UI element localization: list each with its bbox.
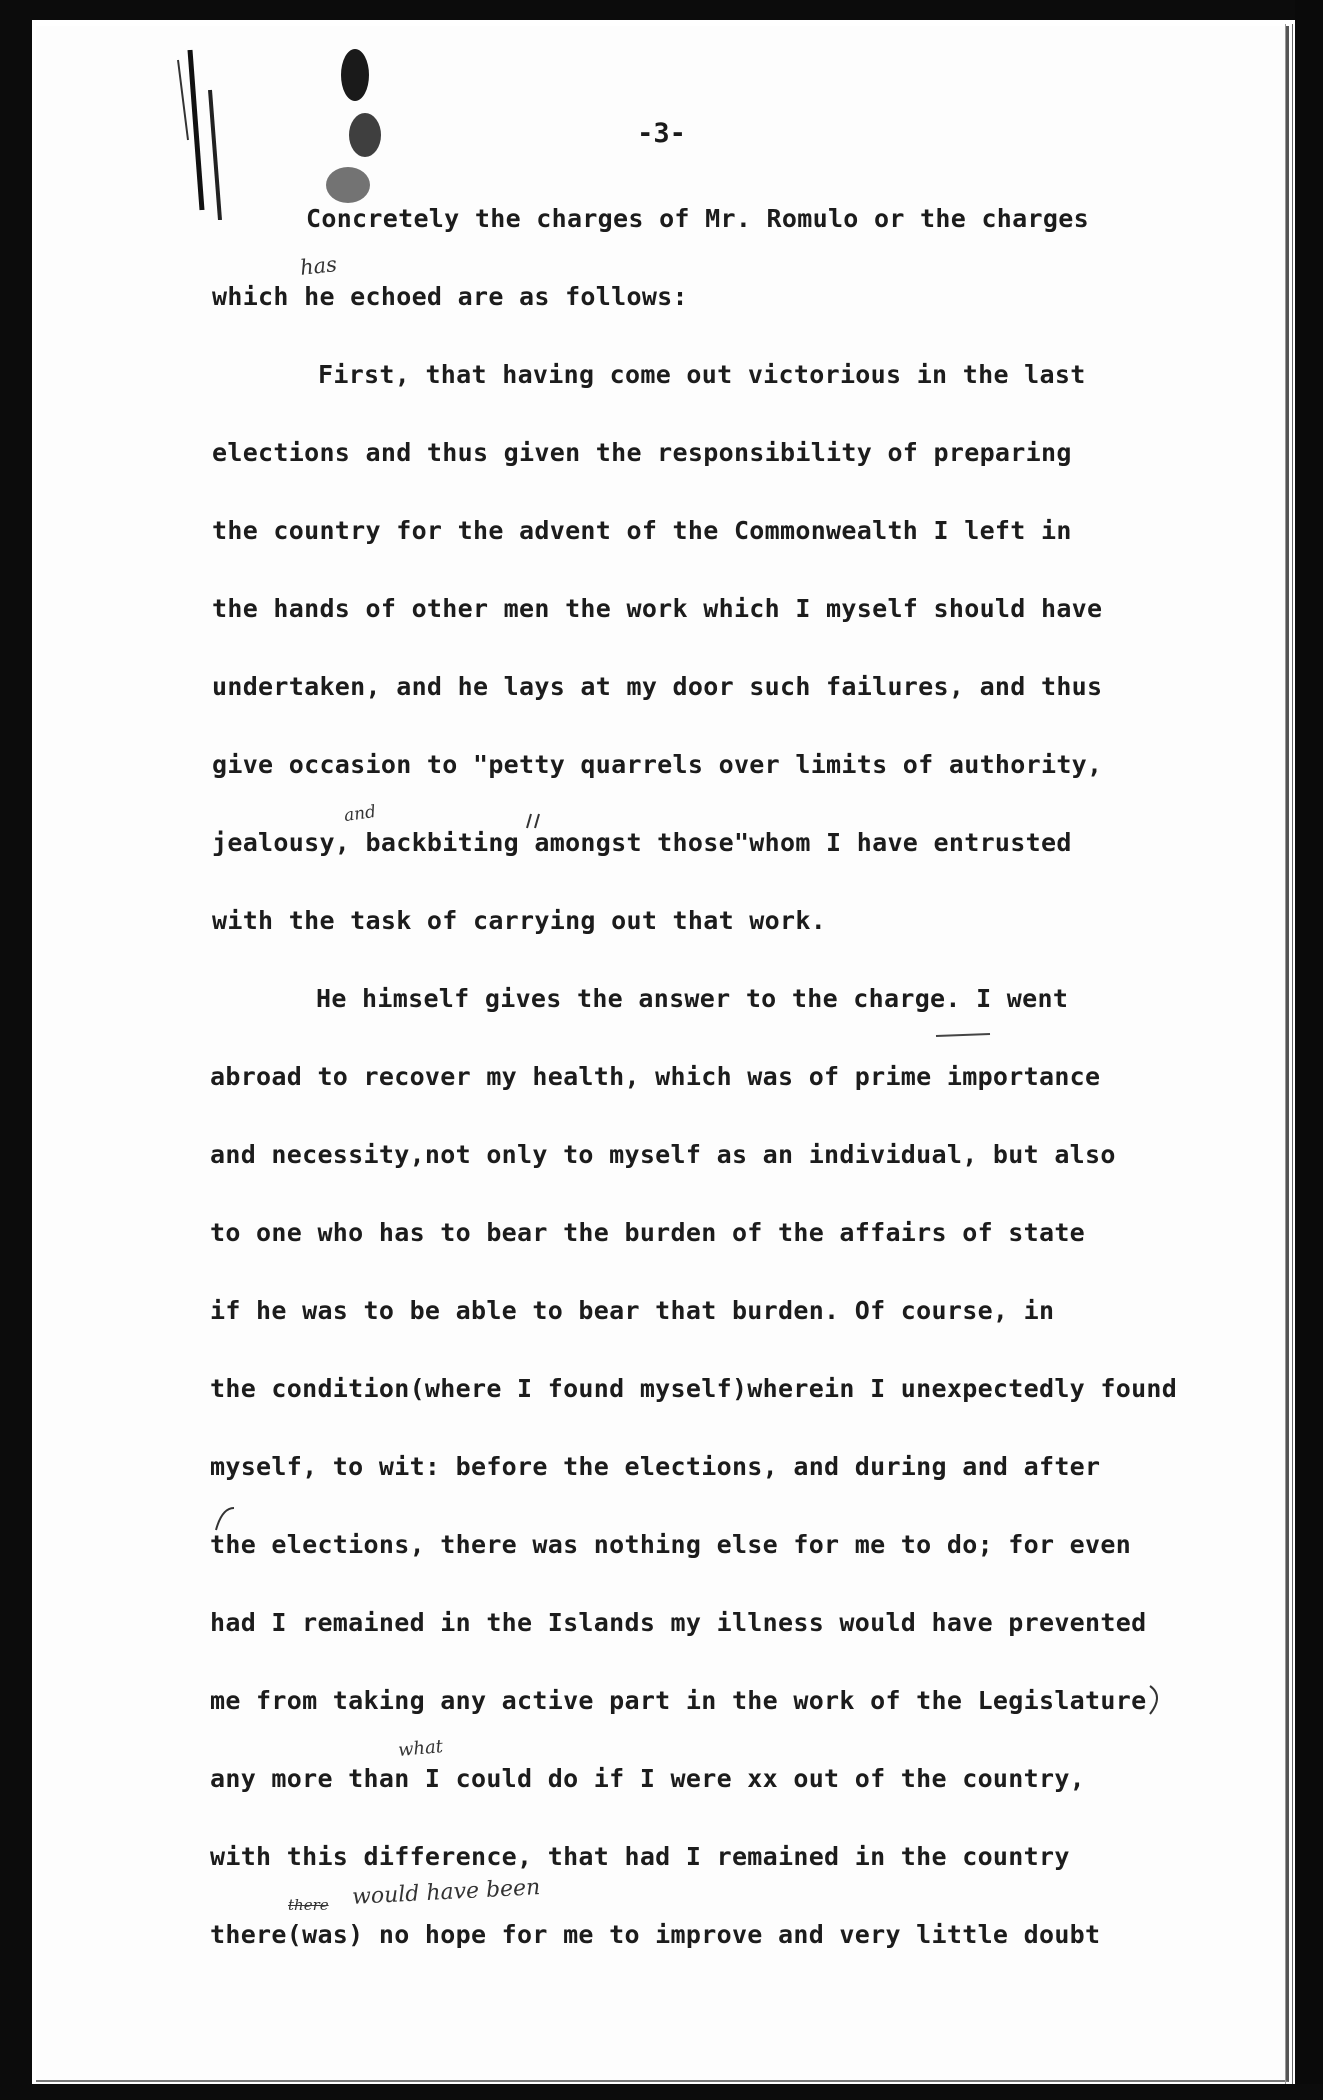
text-line-6: the hands of other men the work which I myself should have <box>212 594 1103 623</box>
stroke-line <box>936 1034 990 1036</box>
text-line-10: with the task of carrying out that work. <box>212 906 827 935</box>
text-line-1: Concretely the charges of Mr. Romulo or the charges <box>306 204 1089 233</box>
text-line-14: to one who has to bear the burden of the affairs of state <box>210 1218 1086 1247</box>
text-line-2: which he echoed are as follows: <box>212 282 688 311</box>
text-line-11: He himself gives the answer to the charge. I went <box>316 984 1069 1013</box>
text-line-7: undertaken, and he lays at my door such failures, and thus <box>212 672 1103 701</box>
text-line-8: give occasion to "petty quarrels over limits of authority, <box>212 750 1103 779</box>
text-line-17: myself, to wit: before the elections, and during and after <box>210 1452 1101 1481</box>
text-line-9: jealousy, backbiting amongst those"whom I have entrusted <box>212 828 1072 857</box>
text-line-15: if he was to be able to bear that burden. Of course, in <box>210 1296 1055 1325</box>
text-line-18: the elections, there was nothing else for me to do; for even <box>210 1530 1132 1559</box>
text-line-22: with this difference, that had I remained in the country <box>210 1842 1070 1871</box>
text-line-12: abroad to recover my health, which was of prime importance <box>210 1062 1101 1091</box>
bracket-mark <box>1150 1686 1157 1714</box>
text-line-20: me from taking any active part in the work of the Legislature <box>210 1686 1147 1715</box>
text-line-3: First, that having come out victorious in the last <box>318 360 1086 389</box>
handwritten-has: has <box>298 252 338 280</box>
insert-mark-if <box>216 1508 234 1530</box>
text-line-13: and necessity,not only to myself as an individual, but also <box>210 1140 1116 1169</box>
handwritten-struck-there: there <box>288 1896 329 1914</box>
text-line-23: there(was) no hope for me to improve and very little doubt <box>210 1920 1101 1949</box>
quote-mark <box>527 814 539 828</box>
text-line-21: any more than I could do if I were xx out of the country, <box>210 1764 1086 1793</box>
page-number: -3- <box>637 118 686 149</box>
text-line-4: elections and thus given the responsibility of preparing <box>212 438 1072 467</box>
handwritten-and: and <box>342 801 378 827</box>
text-line-19: had I remained in the Islands my illness would have prevented <box>210 1608 1147 1637</box>
text-line-5: the country for the advent of the Commonwealth I left in <box>212 516 1072 545</box>
handwritten-what: what <box>397 1736 444 1761</box>
text-line-16: the condition(where I found myself)wherein I unexpectedly found <box>210 1374 1178 1403</box>
handwritten-would-have-been: would have been <box>351 1875 541 1910</box>
